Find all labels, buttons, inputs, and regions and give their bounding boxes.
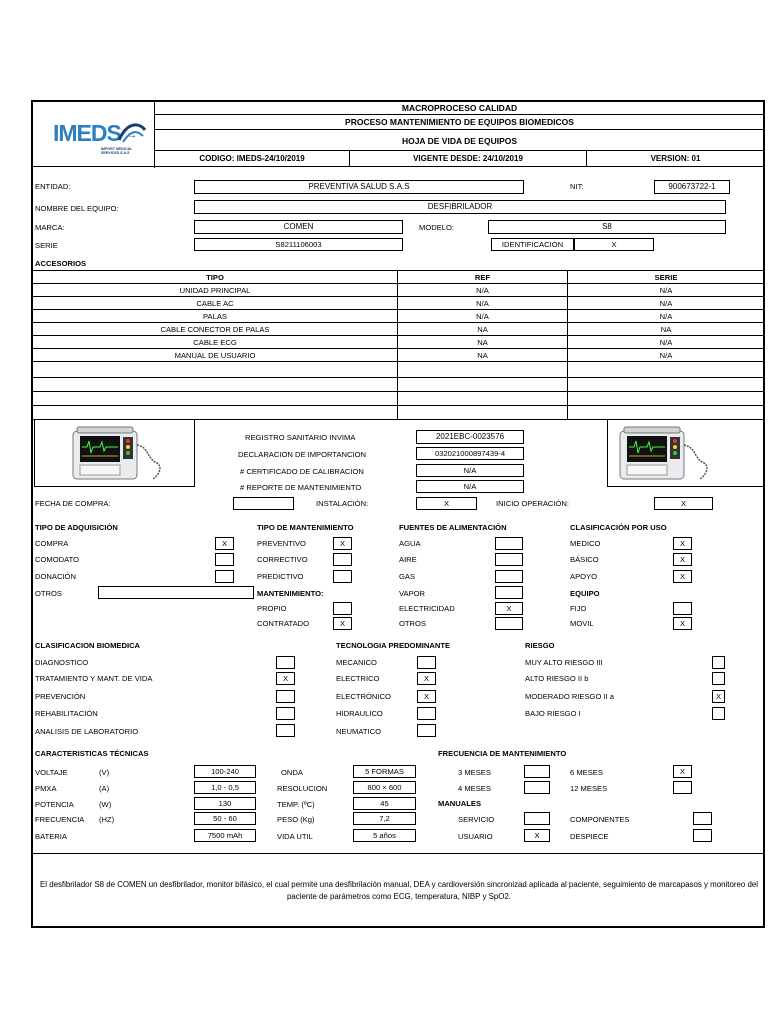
nit-label: NIT:	[570, 182, 584, 191]
table-cell: NA	[477, 351, 488, 360]
equipo-title: EQUIPO	[570, 589, 600, 598]
version-label: VERSION: 01	[650, 154, 701, 163]
compra-label: COMPRA	[35, 539, 69, 548]
propio-label: PROPIO	[257, 604, 287, 613]
predictivo-label: PREDICTIVO	[257, 572, 304, 581]
nit-field[interactable]: 900673722-1	[654, 180, 730, 194]
peso-field[interactable]: 7,2	[353, 812, 416, 825]
tratamiento-checkbox[interactable]: X	[276, 672, 295, 685]
electronico-label: ELECTRÓNICO	[336, 692, 391, 701]
device-photo-right	[607, 419, 764, 487]
medico-checkbox[interactable]: X	[673, 537, 692, 550]
servicio-label: SERVICIO	[458, 815, 495, 824]
reporte-field[interactable]: N/A	[416, 480, 524, 493]
marca-label: MARCA:	[35, 223, 65, 232]
3-meses-label: 3 MESES	[458, 768, 491, 777]
table-cell: N/A	[476, 312, 489, 321]
alto-riesgo-checkbox[interactable]	[712, 672, 725, 685]
muy-alto-riesgo-label: MUY ALTO RIESGO III	[525, 658, 603, 667]
instalacion-field[interactable]: X	[416, 497, 477, 510]
accesorios-table	[33, 270, 764, 419]
macroproceso-title: MACROPROCESO CALIDAD	[401, 103, 518, 113]
serie-field[interactable]: S8211106003	[194, 238, 403, 251]
marca-field[interactable]: COMEN	[194, 220, 403, 234]
comodato-checkbox[interactable]	[215, 553, 234, 566]
neumatico-label: NEUMATICO	[336, 727, 381, 736]
bajo-riesgo-checkbox[interactable]	[712, 707, 725, 720]
table-cell: CABLE AC	[196, 299, 234, 308]
electrico-label: ELECTRICO	[336, 674, 380, 683]
otros-adq-field[interactable]	[98, 586, 254, 599]
otros-fuentes-checkbox[interactable]	[495, 617, 523, 630]
resolucion-label: RESOLUCION	[277, 784, 328, 793]
fuentes-title: FUENTES DE ALIMENTACIÓN	[399, 523, 507, 532]
table-cell: PALAS	[203, 312, 227, 321]
movil-checkbox[interactable]: X	[673, 617, 692, 630]
riesgo-title: RIESGO	[525, 641, 555, 650]
resolucion-field[interactable]: 800 × 600	[353, 781, 416, 794]
table-cell: N/A	[476, 299, 489, 308]
compra-checkbox[interactable]: X	[215, 537, 234, 550]
table-cell: N/A	[659, 351, 673, 360]
vapor-checkbox[interactable]	[495, 586, 523, 599]
table-cell: MANUAL DE USUARIO	[174, 351, 256, 360]
despiece-label: DESPIECE	[570, 832, 609, 841]
correctivo-label: CORRECTIVO	[257, 555, 308, 564]
electricidad-label: ELECTRICIDAD	[399, 604, 455, 613]
potencia-unit: (W)	[99, 800, 112, 809]
hidraulico-label: HIDRAULICO	[336, 709, 383, 718]
correctivo-checkbox[interactable]	[333, 553, 352, 566]
otros-fuentes-label: OTROS	[399, 619, 427, 628]
device-photo-left	[34, 419, 195, 487]
potencia-label: POTENCIA	[35, 800, 74, 809]
gas-checkbox[interactable]	[495, 570, 523, 583]
movil-label: MOVIL	[570, 619, 594, 628]
moderado-riesgo-label: MODERADO RIESGO II a	[525, 692, 615, 701]
pmxa-unit: (A)	[99, 784, 110, 793]
table-cell: N/A	[659, 286, 673, 295]
company-logo	[49, 118, 149, 158]
diagnostico-checkbox[interactable]	[276, 656, 295, 669]
12-meses-label: 12 MESES	[570, 784, 608, 793]
accesorios-title: ACCESORIOS	[35, 259, 87, 268]
predictivo-checkbox[interactable]	[333, 570, 352, 583]
entidad-label: ENTIDAD:	[35, 182, 71, 191]
entidad-field[interactable]: PREVENTIVA SALUD S.A.S	[194, 180, 524, 194]
col-header-tipo: TIPO	[206, 273, 224, 282]
vapor-label: VAPOR	[399, 589, 426, 598]
table-cell: NA	[477, 338, 488, 347]
temp-field[interactable]: 45	[353, 797, 416, 810]
serie-label: SERIE	[35, 241, 58, 250]
contratado-checkbox[interactable]: X	[333, 617, 352, 630]
12-meses-checkbox[interactable]	[673, 781, 692, 794]
vigente-label: VIGENTE DESDE: 24/10/2019	[413, 154, 523, 163]
uso-title: CLASIFICACIÓN POR USO	[570, 523, 667, 532]
analisis-label: ANALISIS DE LABORATORIO	[35, 727, 139, 736]
codigo-label: CODIGO: IMEDS-24/10/2019	[199, 154, 305, 163]
propio-checkbox[interactable]	[333, 602, 352, 615]
table-cell: N/A	[659, 299, 673, 308]
hoja-title: HOJA DE VIDA DE EQUIPOS	[401, 136, 518, 146]
proceso-title: PROCESO MANTENIMIENTO DE EQUIPOS BIOMEDICOS	[345, 117, 574, 127]
table-cell: N/A	[659, 312, 673, 321]
registro-field[interactable]: 2021EBC-0023576	[416, 430, 524, 444]
manuales-title: MANUALES	[438, 799, 482, 808]
certificado-label: # CERTIFICADO DE CALIBRACION	[240, 467, 364, 476]
table-cell: N/A	[476, 286, 489, 295]
mantenimiento-title: TIPO DE MANTENIMIENTO	[257, 523, 354, 532]
preventivo-label: PREVENTIVO	[257, 539, 306, 548]
donacion-label: DONACIÓN	[35, 572, 76, 581]
modelo-label: MODELO:	[419, 223, 455, 232]
moderado-riesgo-checkbox[interactable]: X	[712, 690, 725, 703]
equipment-description: El desfibrilador S8 de COMEN un desfibrilador, monitor bifásico, el cual permite una desfibrilación manual, DEA y cardioversión sincronizad aplicada al paciente, seguimiento de marcapasos y monitoreo del paciente de parámetros como ECG, temperatura, NIBP y SpO2.	[40, 880, 758, 901]
basico-checkbox[interactable]: X	[673, 553, 692, 566]
frecuencia-field[interactable]: 50 - 60	[194, 812, 256, 825]
usuario-checkbox[interactable]: X	[524, 829, 550, 842]
nombre-field[interactable]: DESFIBRILADOR	[194, 200, 726, 214]
prevencion-checkbox[interactable]	[276, 690, 295, 703]
analisis-checkbox[interactable]	[276, 724, 295, 737]
table-cell: CABLE CONECTOR DE PALAS	[160, 325, 270, 334]
mecanico-label: MECANICO	[336, 658, 377, 667]
preventivo-checkbox[interactable]: X	[333, 537, 352, 550]
tecnologia-title: TECNOLOGIA PREDOMINANTE	[336, 641, 451, 650]
table-cell: CABLE ECG	[193, 338, 237, 347]
vida-util-label: VIDA UTIL	[277, 832, 313, 841]
4-meses-label: 4 MESES	[458, 784, 491, 793]
pmxa-label: PMXA	[35, 784, 57, 793]
reporte-label: # REPORTE DE MANTENIMIENTO	[240, 483, 362, 492]
rehabilitacion-label: REHABILITACIÓN	[35, 709, 98, 718]
table-cell: NA	[477, 325, 488, 334]
pmxa-field[interactable]: 1,0 - 0,5	[194, 781, 256, 794]
6-meses-checkbox[interactable]: X	[673, 765, 692, 778]
peso-label: PESO (Kg)	[277, 815, 315, 824]
biomedica-title: CLASIFICACION BIOMEDICA	[35, 641, 141, 650]
adquisicion-title: TIPO DE ADQUISICIÓN	[35, 523, 118, 532]
agua-label: AGUA	[399, 539, 421, 548]
basico-label: BÁSICO	[570, 555, 599, 564]
mecanico-checkbox[interactable]	[417, 656, 436, 669]
componentes-label: COMPONENTES	[570, 815, 630, 824]
registro-label: REGISTRO SANITARIO INVIMA	[245, 433, 356, 442]
onda-field[interactable]: 5 FORMAS	[353, 765, 416, 778]
equipment-record-sheet	[31, 100, 765, 928]
diagnostico-label: DIAGNOSTICO	[35, 658, 89, 667]
prevencion-label: PREVENCIÓN	[35, 692, 86, 701]
contratado-label: CONTRATADO	[257, 619, 310, 628]
gas-label: GAS	[399, 572, 416, 581]
bateria-label: BATERIA	[35, 832, 67, 841]
muy-alto-riesgo-checkbox[interactable]	[712, 656, 725, 669]
table-cell: UNIDAD PRINCIPAL	[179, 286, 251, 295]
bajo-riesgo-label: BAJO RIESGO I	[525, 709, 581, 718]
svg-text:→: →	[127, 130, 137, 141]
frecuencia-mant-title: FRECUENCIA DE MANTENIMIENTO	[438, 749, 567, 758]
frecuencia-label: FRECUENCIA	[35, 815, 85, 824]
fijo-label: FIJO	[570, 604, 587, 613]
declaracion-field[interactable]: 032021000897439-4	[416, 447, 524, 460]
caracteristicas-title: CARACTERISTICAS TÉCNICAS	[35, 749, 149, 758]
frecuencia-unit: (HZ)	[99, 815, 115, 824]
3-meses-checkbox[interactable]	[524, 765, 550, 778]
inicio-operacion-field[interactable]: X	[654, 497, 713, 510]
fecha-compra-field[interactable]	[233, 497, 294, 510]
6-meses-label: 6 MESES	[570, 768, 603, 777]
temp-label: TEMP. (ºC)	[277, 800, 315, 809]
fecha-compra-label: FECHA DE COMPRA:	[35, 499, 111, 508]
table-cell: NA	[660, 325, 672, 334]
despiece-checkbox[interactable]	[693, 829, 712, 842]
fijo-checkbox[interactable]	[673, 602, 692, 615]
modelo-field[interactable]: S8	[488, 220, 726, 234]
agua-checkbox[interactable]	[495, 537, 523, 550]
electrico-checkbox[interactable]: X	[417, 672, 436, 685]
table-cell: N/A	[659, 338, 673, 347]
otros-adq-label: OTROS	[35, 589, 63, 598]
rehabilitacion-checkbox[interactable]	[276, 707, 295, 720]
componentes-checkbox[interactable]	[693, 812, 712, 825]
voltaje-label: VOLTAJE	[35, 768, 68, 777]
col-header-ref: REF	[474, 273, 491, 282]
neumatico-checkbox[interactable]	[417, 724, 436, 737]
instalacion-label: INSTALACIÓN:	[316, 499, 369, 508]
electronico-checkbox[interactable]: X	[417, 690, 436, 703]
aire-label: AIRE	[399, 555, 417, 564]
bateria-field[interactable]: 7500 mAh	[194, 829, 256, 842]
identificacion-label: IDENTIFICACION	[491, 238, 574, 251]
electricidad-checkbox[interactable]: X	[495, 602, 523, 615]
hidraulico-checkbox[interactable]	[417, 707, 436, 720]
declaracion-label: DECLARACION DE IMPORTANCION	[238, 450, 366, 459]
identificacion-field[interactable]: X	[574, 238, 654, 251]
onda-label: ONDA	[281, 768, 303, 777]
comodato-label: COMODATO	[35, 555, 80, 564]
donacion-checkbox[interactable]	[215, 570, 234, 583]
apoyo-label: APOYO	[570, 572, 598, 581]
logo-swoosh-icon	[117, 120, 147, 146]
logo-subtext: IMPORT MEDICAL SERVICES S.A.S	[101, 147, 133, 155]
inicio-operacion-label: INICIO OPERACIÓN:	[496, 499, 569, 508]
nombre-label: NOMBRE DEL EQUIPO:	[35, 204, 119, 213]
apoyo-checkbox[interactable]: X	[673, 570, 692, 583]
col-header-serie: SERIE	[654, 273, 678, 282]
alto-riesgo-label: ALTO RIESGO II b	[525, 674, 589, 683]
vida-util-field[interactable]: 5 años	[353, 829, 416, 842]
medico-label: MEDICO	[570, 539, 601, 548]
4-meses-checkbox[interactable]	[524, 781, 550, 794]
certificado-field[interactable]: N/A	[416, 464, 524, 477]
usuario-label: USUARIO	[458, 832, 493, 841]
logo-text: IMEDS	[53, 120, 121, 146]
potencia-field[interactable]: 130	[194, 797, 256, 810]
mantenimiento-sub-title: MANTENIMIENTO:	[257, 589, 324, 598]
aire-checkbox[interactable]	[495, 553, 523, 566]
servicio-checkbox[interactable]	[524, 812, 550, 825]
voltaje-field[interactable]: 100-240	[194, 765, 256, 778]
tratamiento-label: TRATAMIENTO Y MANT. DE VIDA	[35, 674, 153, 683]
voltaje-unit: (V)	[99, 768, 110, 777]
